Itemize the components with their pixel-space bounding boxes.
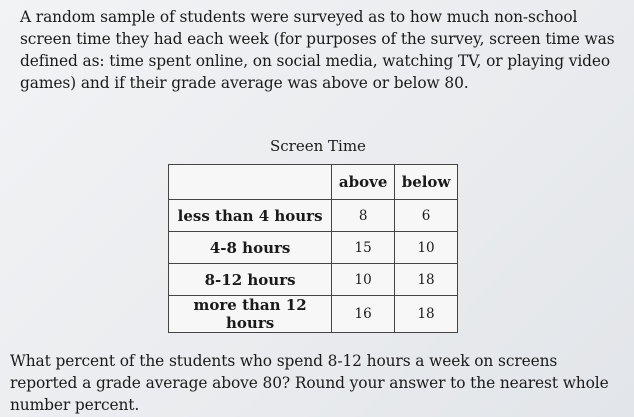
table-row bbox=[169, 264, 458, 296]
cell-below: 18 bbox=[395, 296, 458, 333]
cell-above: 16 bbox=[332, 296, 395, 333]
table-title: Screen Time bbox=[270, 137, 366, 155]
row-label: 8-12 hours bbox=[169, 264, 332, 296]
row-label: 4-8 hours bbox=[169, 232, 332, 264]
table-corner-cell bbox=[169, 165, 332, 200]
cell-above: 15 bbox=[332, 232, 395, 264]
column-header-below: below bbox=[395, 165, 458, 200]
problem-intro: A random sample of students were surveyed as to how much non-school screen time they had each week (for purposes of the survey, screen time was defined as: time spent online, on social media, watching TV, or playing video games) and if their grade average was above or below 80. bbox=[20, 8, 615, 92]
screen-time-table bbox=[168, 164, 458, 333]
row-label: more than 12 hours bbox=[169, 296, 332, 333]
cell-above: 10 bbox=[332, 264, 395, 296]
cell-below: 6 bbox=[395, 200, 458, 232]
cell-above: 8 bbox=[332, 200, 395, 232]
column-header-above: above bbox=[332, 165, 395, 200]
problem-question: What percent of the students who spend 8-12 hours a week on screens reported a grade average above 80? Round your answer to the nearest whole number percent. bbox=[10, 352, 609, 414]
table-row bbox=[169, 200, 458, 232]
table-row bbox=[169, 232, 458, 264]
cell-below: 10 bbox=[395, 232, 458, 264]
row-label: less than 4 hours bbox=[169, 200, 332, 232]
table-row bbox=[169, 296, 458, 333]
table-header-row bbox=[169, 165, 458, 200]
cell-below: 18 bbox=[395, 264, 458, 296]
